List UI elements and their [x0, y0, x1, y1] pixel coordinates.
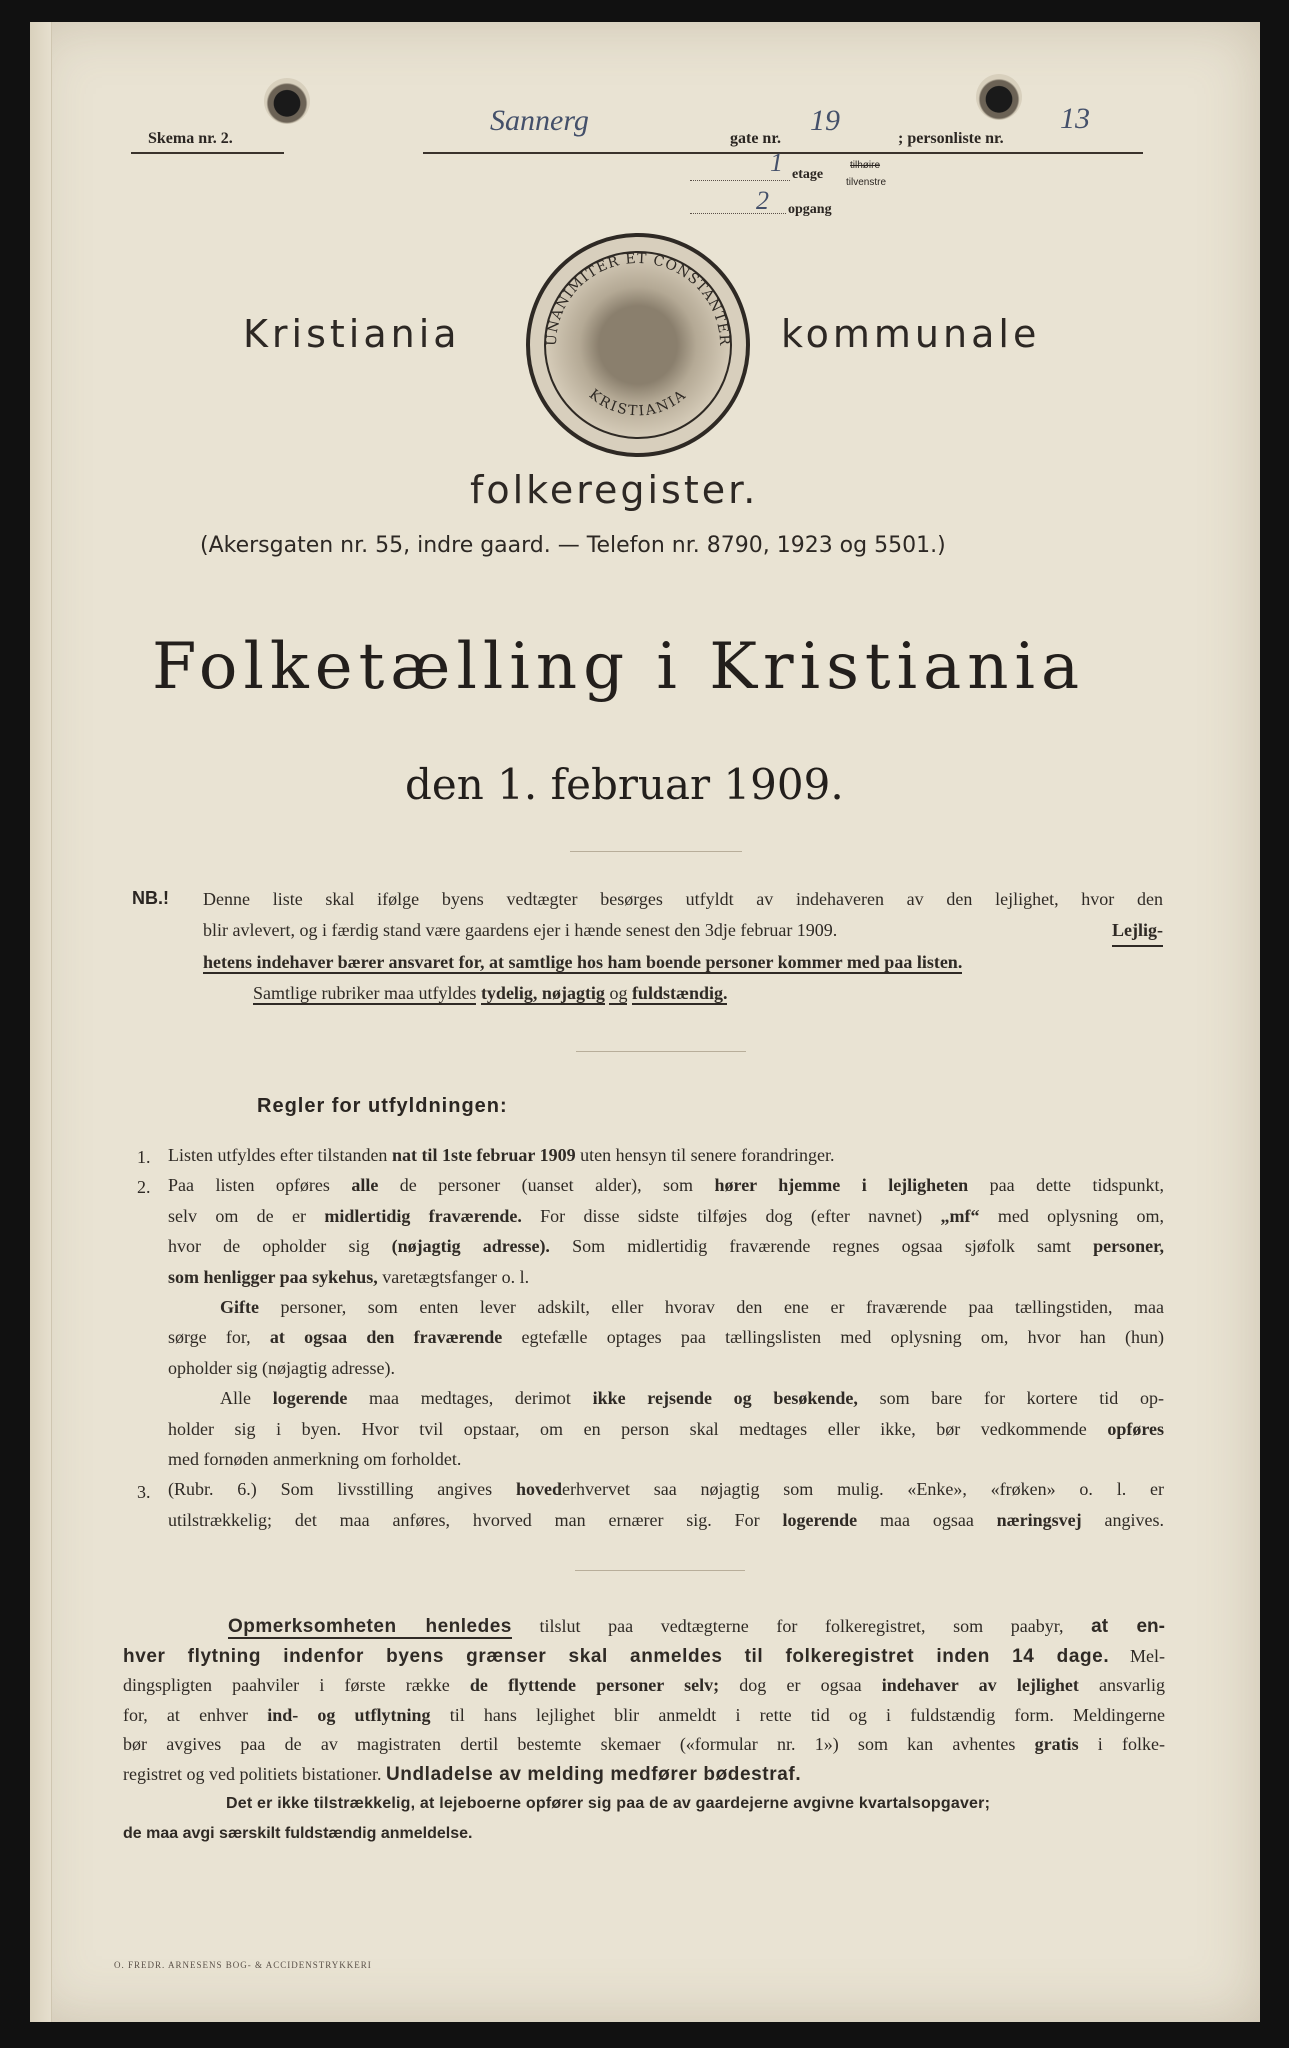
- rule-2-number: 2.: [137, 1177, 151, 1197]
- nb-line-4a: Samtlige rubriker maa utfyldes: [253, 982, 477, 1003]
- notice-line-5: bør avgives paa de av magistraten dertil bestemte skemaer («formular nr. 1») som kan avhentes gratis i folke-: [123, 1734, 1165, 1754]
- tilhoire-label: tilhøire: [850, 160, 881, 171]
- street-name-handwritten: Sannerg: [490, 104, 589, 137]
- rule-2-line-4: som henligger paa sykehus, varetægtsfanger o. l.: [168, 1266, 530, 1287]
- schema-rule: [131, 152, 284, 154]
- seal-motto: UNANIMITER ET CONSTANTER: [543, 250, 733, 347]
- rule-3-line-1: (Rubr. 6.) Som livsstilling angives hovederhvervet saa nøjagtig som mulig. «Enke», «frøken» o. l. er: [168, 1479, 1164, 1500]
- nb-line-4d: fuldstændig.: [631, 982, 728, 1003]
- separator-1: [570, 851, 742, 852]
- rules-heading: Regler for utfyldningen:: [257, 1095, 508, 1117]
- rules-body: [168, 1140, 1164, 1535]
- nb-line-2-text: blir avlevert, og i færdig stand være gaardens ejer i hænde senest den 3dje februar 1909.: [203, 919, 838, 940]
- opgang-number-handwritten: 2: [756, 186, 769, 215]
- opgang-dots: [690, 213, 786, 214]
- nb-line-4c: og: [609, 982, 628, 1003]
- svg-text:UNANIMITER ET CONSTANTER: [544, 251, 732, 347]
- masthead-left: Kristiania: [243, 312, 461, 356]
- rule-2-line-2: selv om de er midlertidig fraværende. For disse sidste tilføjes dog (efter navnet) „mf“ med oplysning om,: [168, 1205, 1165, 1226]
- office-address: (Akersgaten nr. 55, indre gaard. — Telefon nr. 8790, 1923 og 5501.): [200, 533, 946, 558]
- census-date: den 1. februar 1909.: [405, 760, 844, 809]
- rule-2-alle-line-3: med fornøden anmerkning om forholdet.: [168, 1449, 462, 1470]
- masthead-right: kommunale: [781, 312, 1041, 356]
- nb-line-3-text: hetens indehaver bærer ansvaret for, at samtlige hos ham boende personer kommer med paa listen.: [203, 952, 963, 972]
- census-title: Folketælling i Kristiania: [152, 630, 1086, 704]
- seal-city: KRISTIANIA: [585, 386, 691, 420]
- separator-2: [576, 1051, 746, 1052]
- sheet-binding-edge: [30, 22, 52, 2022]
- rule-1: Listen utfyldes efter tilstanden nat til 1ste februar 1909 uten hensyn til senere forandringer.: [168, 1145, 835, 1165]
- folkeregister-heading: folkeregister.: [470, 468, 759, 512]
- etage-label: etage: [792, 167, 824, 182]
- svg-text:KRISTIANIA: [586, 386, 690, 419]
- notice-line-1: Opmerksomheten henledes tilslut paa vedtægterne for folkeregistret, som paabyr, at en-: [228, 1616, 1165, 1637]
- notice-line-3: dingspligten paahviler i første række de flyttende personer selv; dog er ogsaa indehaver av lejlighet ansvarlig: [123, 1675, 1165, 1695]
- tilvenstre-label: tilvenstre: [846, 177, 887, 188]
- nb-label: NB.!: [132, 888, 169, 908]
- etage-number-handwritten: 1: [770, 148, 783, 177]
- notice-line-2: hver flytning indenfor byens grænser skal anmeldes til folkeregistret inden 14 dage. Mel-: [123, 1645, 1165, 1667]
- gate-label: gate nr.: [730, 130, 781, 147]
- rule-2-gifte-line-1: Gifte personer, som enten lever adskilt, eller hvorav den ene er fraværende paa tællingstiden, maa: [220, 1297, 1164, 1318]
- notice-line-7: Det er ikke tilstrækkelig, at lejeboerne opfører sig paa de av gaardejerne avgivne kvartalsopgaver;: [226, 1795, 991, 1812]
- schema-number: Skema nr. 2.: [148, 130, 233, 147]
- nb-line-4b: tydelig, nøjagtig: [480, 982, 605, 1003]
- separator-3: [575, 1570, 745, 1571]
- rule-2-line-1: Paa listen opføres alle de personer (uanset alder), som hører hjemme i lejligheten paa dette tidspunkt,: [168, 1175, 1165, 1196]
- rule-3-line-2: utilstrækkelig; det maa anføres, hvorved man ernærer sig. For logerende maa ogsaa næringsvej angives.: [168, 1509, 1164, 1530]
- nb-paragraph: [203, 884, 1163, 1008]
- nb-line-3: [203, 947, 1163, 978]
- notice-line-8: de maa avgi særskilt fuldstændig anmeldelse.: [123, 1824, 473, 1842]
- printer-imprint: O. FREDR. ARNESENS BOG- & ACCIDENSTRYKKERI: [114, 1960, 372, 1970]
- rule-2-alle-line-1: Alle logerende maa medtages, derimot ikke rejsende og besøkende, som bare for kortere tid op-: [220, 1388, 1164, 1409]
- rule-3-number: 3.: [137, 1482, 151, 1502]
- punch-hole-right: [976, 74, 1022, 120]
- seal-ring-text: [530, 237, 746, 453]
- rule-2-alle-line-2: holder sig i byen. Hvor tvil opstaar, om en person skal medtages eller ikke, bør vedkommende opføres: [168, 1418, 1164, 1439]
- personliste-number-handwritten: 13: [1060, 102, 1090, 135]
- header-rule: [423, 152, 1143, 154]
- rule-1-number: 1.: [137, 1147, 151, 1167]
- moving-notice: [123, 1612, 1165, 1848]
- punch-hole-left: [264, 78, 310, 124]
- nb-line-4: [203, 978, 1163, 1009]
- opgang-label: opgang: [788, 202, 832, 217]
- rule-2-line-3: hvor de opholder sig (nøjagtig adresse). Som midlertidig fraværende regnes ogsaa sjøfolk samt personer,: [168, 1236, 1164, 1257]
- nb-line-1: Denne liste skal ifølge byens vedtægter besørges utfyldt av indehaveren av den lejlighet, hvor den: [203, 889, 1163, 909]
- kristiania-city-seal: [526, 233, 750, 457]
- personliste-label: ; personliste nr.: [898, 130, 1004, 147]
- notice-line-4: for, at enhver ind- og utflytning til hans lejlighet blir anmeldt i rette tid og i fuldstændig form. Meldingerne: [123, 1704, 1165, 1725]
- notice-line-6: registret og ved politiets bistationer. Undladelse av melding medfører bødestraf.: [123, 1763, 802, 1785]
- rule-2-gifte-line-3: opholder sig (nøjagtig adresse).: [168, 1357, 395, 1378]
- etage-dots: [690, 180, 790, 181]
- nb-line-2-emphasis: Lejlig-: [1112, 915, 1163, 948]
- gate-number-handwritten: 19: [810, 104, 840, 137]
- nb-line-2: [203, 915, 1163, 948]
- rule-2-gifte-line-2: sørge for, at ogsaa den fraværende egtefælle optages paa tællingslisten med oplysning om, hvor han (hun): [168, 1327, 1165, 1348]
